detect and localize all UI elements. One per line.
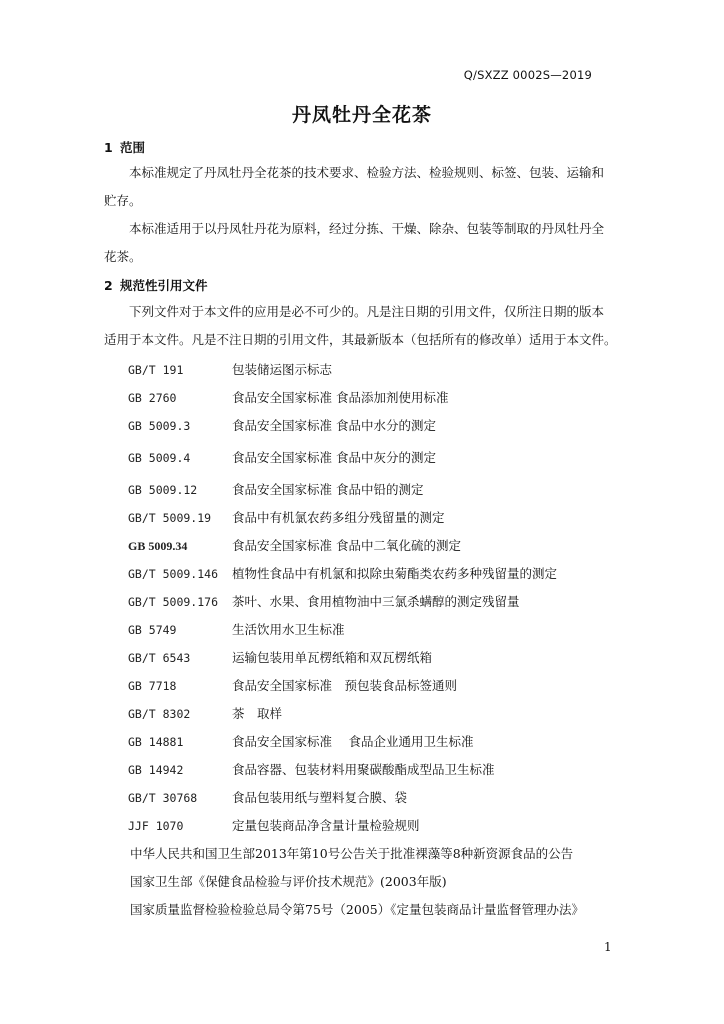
reference-code: GB 5749 [128,623,177,637]
section-title: 规范性引用文件 [120,278,208,293]
reference-item [128,620,345,638]
extra-reference: 中华人民共和国卫生部2013年第10号公告关于批准裸藻等8种新资源食品的公告 [130,846,574,861]
reference-name: 食品安全国家标准 预包装食品标签通则 [232,678,458,693]
text-line: 花茶。 [104,249,142,264]
section-number: 2 [104,278,113,293]
reference-code: GB 14942 [128,763,184,777]
reference-name: 食品容器、包装材料用聚碳酸酯成型品卫生标准 [232,762,495,777]
text-line: 下列文件对于本文件的应用是必不可少的。凡是注日期的引用文件，仅所注日期的版本 [129,304,605,319]
section-title: 范围 [120,140,146,155]
section-2-heading [104,276,208,294]
text-line: 适用于本文件。凡是不注日期的引用文件，其最新版本（包括所有的修改单）适用于本文件。 [104,332,617,347]
reference-name: 运输包装用单瓦楞纸箱和双瓦楞纸箱 [232,650,433,665]
reference-item [128,448,436,466]
reference-name: 包装储运图示标志 [232,362,333,377]
reference-code: GB/T 8302 [128,707,191,721]
reference-name: 生活饮用水卫生标准 [232,622,345,637]
reference-item [128,816,420,834]
reference-item [128,480,423,498]
reference-name: 茶 取样 [232,706,283,721]
reference-code: GB/T 30768 [128,791,198,805]
reference-code: GB 2760 [128,391,177,405]
reference-item [128,732,473,750]
section-1-heading [104,138,145,156]
reference-code: GB 14881 [128,735,184,749]
reference-item [128,508,445,526]
reference-code: GB 5009.34 [128,539,188,553]
reference-name: 植物性食品中有机氯和拟除虫菊酯类农药多种残留量的测定 [232,566,558,581]
reference-code: GB 5009.3 [128,419,191,433]
page-title: 丹凤牡丹全花茶 [291,104,432,126]
extra-reference: 国家卫生部《保健食品检验与评价技术规范》(2003年版) [130,874,447,889]
reference-item [128,788,407,806]
reference-item [128,704,282,722]
reference-item [128,564,557,582]
reference-item [128,388,448,406]
reference-item [128,648,432,666]
reference-item [128,676,457,694]
text-line: 贮存。 [104,193,142,208]
extra-reference: 国家质量监督检验检验总局令第75号（2005）《定量包装商品计量监督管理办法》 [130,902,584,917]
reference-item [128,536,461,554]
section-number: 1 [104,140,113,155]
reference-name: 定量包装商品净含量计量检验规则 [232,818,420,833]
reference-name: 食品安全国家标准 食品添加剂使用标准 [232,390,449,405]
reference-code: GB/T 6543 [128,651,191,665]
reference-code: GB 5009.4 [128,451,191,465]
reference-code: GB 7718 [128,679,177,693]
text-line: 本标准适用于以丹凤牡丹花为原料，经过分拣、干燥、除杂、包装等制取的丹凤牡丹全 [129,221,605,236]
reference-name: 茶叶、水果、食用植物油中三氯杀螨醇的测定残留量 [232,594,520,609]
reference-item [128,416,436,434]
page-number: 1 [604,940,612,954]
reference-name: 食品安全国家标准 食品中水分的测定 [232,418,436,433]
scope-paragraph-1 [104,159,624,215]
reference-item [128,592,520,610]
reference-name: 食品安全国家标准 食品中铅的测定 [232,482,424,497]
text-line: 本标准规定了丹凤牡丹全花茶的技术要求、检验方法、检验规则、标签、包装、运输和 [129,165,605,180]
doc-code: Q/SXZZ 0002S—2019 [463,68,592,82]
reference-name: 食品包装用纸与塑料复合膜、袋 [232,790,408,805]
reference-name: 食品安全国家标准 食品中二氧化硫的测定 [232,538,461,553]
reference-item [128,760,495,778]
reference-code: GB/T 5009.19 [128,511,212,525]
reference-code: GB/T 5009.176 [128,595,219,609]
reference-code: JJF 1070 [128,819,184,833]
reference-item [128,360,332,378]
reference-name: 食品安全国家标准 食品企业通用卫生标准 [232,734,474,749]
reference-code: GB/T 191 [128,363,184,377]
reference-name: 食品中有机氯农药多组分残留量的测定 [232,510,445,525]
reference-code: GB 5009.12 [128,483,198,497]
reference-code: GB/T 5009.146 [128,567,219,581]
references-intro [104,298,624,354]
scope-paragraph-2 [104,215,624,271]
reference-name: 食品安全国家标准 食品中灰分的测定 [232,450,436,465]
